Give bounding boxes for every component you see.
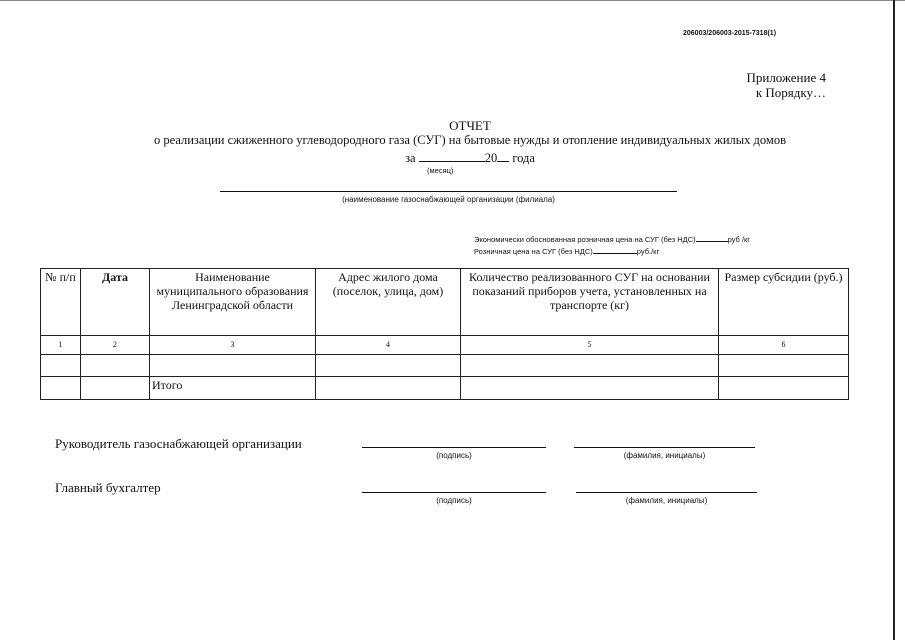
- col-number-1: 1: [41, 336, 81, 355]
- header-number: № п/п: [41, 269, 81, 336]
- col-number-5: 5: [461, 336, 719, 355]
- table-row: [41, 355, 849, 377]
- retail-price-unit: руб./кг: [636, 247, 660, 256]
- col-number-6: 6: [719, 336, 849, 355]
- header-municipality: Наименование муниципального образования Ленинградской области: [150, 269, 316, 336]
- retail-price-field[interactable]: [593, 245, 637, 254]
- table-cell[interactable]: [316, 355, 461, 377]
- col-number-4: 4: [316, 336, 461, 355]
- economic-price-line: [474, 233, 750, 244]
- appendix-line-1: Приложение 4: [746, 70, 826, 85]
- director-name-caption: (фамилия, инициалы): [623, 451, 706, 460]
- table-cell[interactable]: [461, 355, 719, 377]
- table-cell[interactable]: [719, 355, 849, 377]
- accountant-label: Главный бухгалтер: [55, 480, 161, 495]
- retail-price-line: [474, 245, 659, 256]
- table-header-row: [41, 269, 849, 336]
- period-prefix: за: [405, 151, 416, 165]
- report-subtitle: о реализации сжиженного углеводородного газа (СУГ) на бытовые нужды и отопление индивидуальных жилых домов: [154, 133, 786, 147]
- report-title: ОТЧЕТ: [449, 118, 491, 133]
- month-field[interactable]: [419, 149, 485, 162]
- header-quantity: Количество реализованного СУГ на основании показаний приборов учета, установленных на транспорте (кг): [461, 269, 719, 336]
- director-label: Руководитель газоснабжающей организации: [55, 436, 302, 451]
- col-number-3: 3: [150, 336, 316, 355]
- col-number-2: 2: [81, 336, 150, 355]
- year-field[interactable]: [497, 149, 509, 162]
- page-right-edge: [893, 0, 895, 640]
- report-table: [40, 268, 849, 400]
- header-date: Дата: [81, 269, 150, 336]
- accountant-name-field[interactable]: [576, 492, 757, 493]
- accountant-signature-field[interactable]: [362, 492, 546, 493]
- organization-field[interactable]: [220, 191, 677, 192]
- director-signature-field[interactable]: [362, 447, 546, 448]
- document-id: 206003/206003-2015-7318(1): [683, 30, 777, 37]
- table-cell[interactable]: [41, 355, 81, 377]
- table-cell[interactable]: [150, 355, 316, 377]
- table-cell[interactable]: [41, 377, 81, 400]
- year-prefix: 20: [484, 151, 498, 165]
- retail-price-label: Розничная цена на СУГ (без НДС): [474, 247, 593, 256]
- header-subsidy: Размер субсидии (руб.): [719, 269, 849, 336]
- director-signature-caption: (подпись): [436, 451, 472, 460]
- economic-price-unit: руб /кг: [727, 235, 751, 244]
- table-total-row: [41, 377, 849, 400]
- report-period: [80, 149, 860, 166]
- table-cell[interactable]: [719, 377, 849, 400]
- director-name-field[interactable]: [574, 447, 755, 448]
- table-number-row: [41, 336, 849, 355]
- table-cell[interactable]: [81, 355, 150, 377]
- month-caption: (месяц): [427, 166, 454, 175]
- economic-price-label: Экономически обоснованная розничная цена на СУГ (без НДС): [474, 235, 696, 244]
- organization-caption: (наименование газоснабжающей организации (филиала): [342, 195, 555, 204]
- total-label: Итого: [150, 377, 316, 400]
- page-top-edge: [0, 0, 905, 1]
- table-cell[interactable]: [316, 377, 461, 400]
- economic-price-field[interactable]: [696, 233, 728, 242]
- accountant-signature-caption: (подпись): [436, 496, 472, 505]
- header-address: Адрес жилого дома (поселок, улица, дом): [316, 269, 461, 336]
- table-cell[interactable]: [81, 377, 150, 400]
- appendix-note: [690, 70, 826, 100]
- accountant-name-caption: (фамилия, инициалы): [625, 496, 708, 505]
- table-cell[interactable]: [461, 377, 719, 400]
- appendix-line-2: к Порядку…: [755, 85, 826, 100]
- period-suffix: года: [512, 151, 535, 165]
